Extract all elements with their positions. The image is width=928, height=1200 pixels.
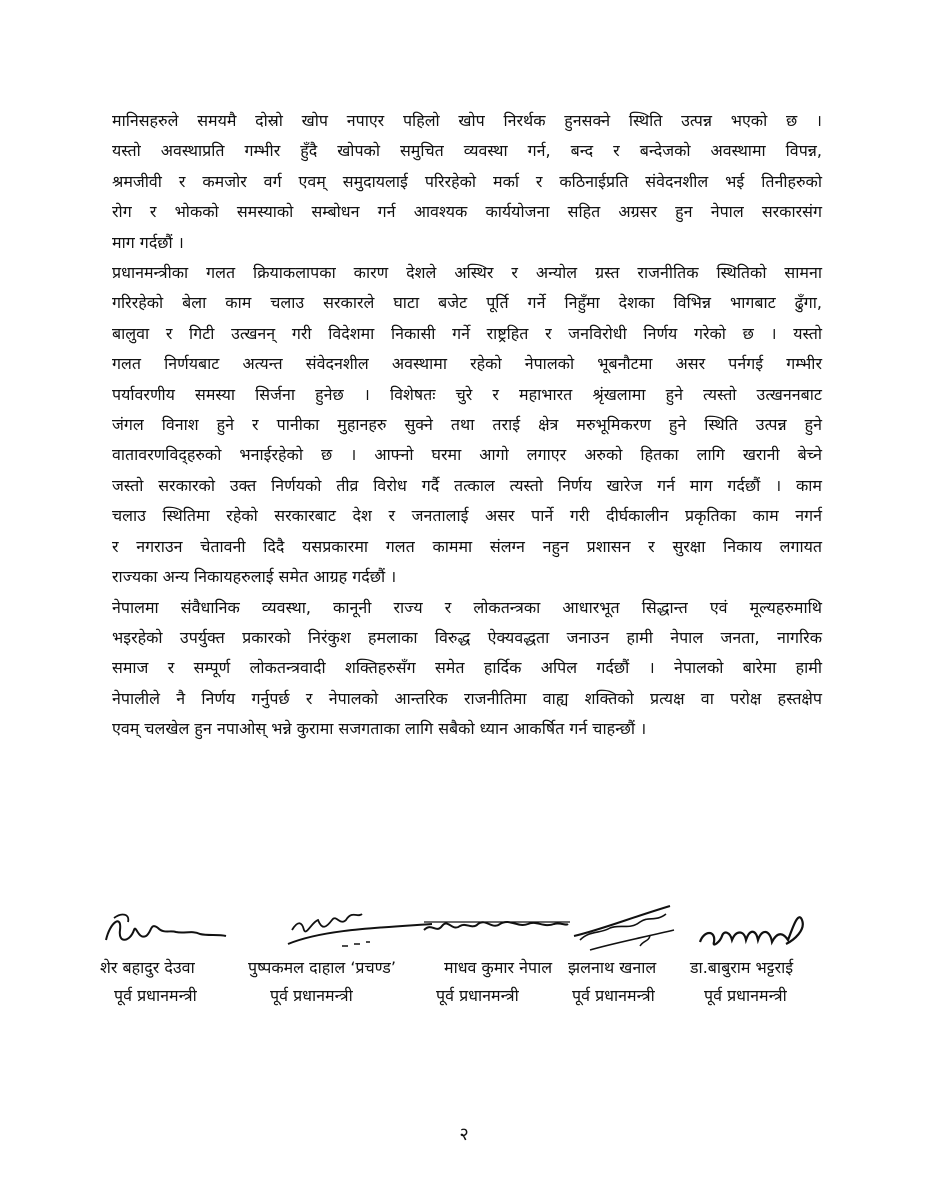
- text-line: र नगराउन चेतावनी दिदै यसप्रकारमा गलत काममा संलग्न नहुन प्रशासन र सुरक्षा निकाय लगायत: [112, 536, 822, 556]
- signatory-name: पुष्पकमल दाहाल ‘प्रचण्ड’: [248, 958, 396, 977]
- signatory-title: पूर्व प्रधानमन्त्री: [436, 986, 519, 1005]
- text-line: यस्तो अवस्थाप्रति गम्भीर हुँदै खोपको समुचित व्यवस्था गर्न, बन्द र बन्देजको अवस्थामा विपन्न,: [112, 141, 822, 161]
- signatory-name: डा.बाबुराम भट्टराई: [690, 958, 794, 977]
- paragraph-2: [112, 258, 822, 592]
- text-line: एवम् चलखेल हुन नपाओस् भन्ने कुरामा सजगताका लागि सबैको ध्यान आकर्षित गर्न चाहन्छौं ।: [112, 719, 647, 739]
- text-line: पर्यावरणीय समस्या सिर्जना हुनेछ । विशेषतः चुरे र महाभारत श्रृंखलामा हुने त्यस्तो उत्खननबाट: [112, 384, 822, 404]
- paragraph-1: [112, 106, 822, 258]
- handwritten-signature-icon: [570, 900, 680, 958]
- text-line: रोग र भोकको समस्याको सम्बोधन गर्न आवश्यक कार्ययोजना सहित अग्रसर हुन नेपाल सरकारसंग: [112, 202, 822, 222]
- letter-body: [112, 106, 822, 745]
- text-line: नेपालीले नै निर्णय गर्नुपर्छ र नेपालको आन्तरिक राजनीतिमा वाह्य शक्तिको प्रत्यक्ष वा परोक्ष हस्तक्षेप: [112, 688, 822, 708]
- page-number: २: [459, 1124, 469, 1145]
- text-line: चलाउ स्थितिमा रहेको सरकारबाट देश र जनतालाई असर पार्ने गरी दीर्घकालीन प्रकृतिका काम नगर्न: [112, 506, 822, 526]
- signatory-title: पूर्व प्रधानमन्त्री: [572, 986, 655, 1005]
- text-line: नेपालमा संवैधानिक व्यवस्था, कानूनी राज्य र लोकतन्त्रका आधारभूत सिद्धान्त एवं मूल्यहरुमाथि: [112, 597, 822, 617]
- text-line: वातावरणविद्हरुको भनाईरहेको छ । आफ्नो घरमा आगो लगाएर अरुको हितका लागि खरानी बेच्ने: [112, 445, 822, 465]
- text-line: जंगल विनाश हुने र पानीका मुहानहरु सुक्ने तथा तराई क्षेत्र मरुभूमिकरण हुने स्थिति उत्पन्न हुने: [112, 415, 822, 435]
- signatory-title: पूर्व प्रधानमन्त्री: [704, 986, 787, 1005]
- text-line: श्रमजीवी र कमजोर वर्ग एवम् समुदायलाई परिरहेको मर्का र कठिनाईप्रति संवेदनशील भई तिनीहरुको: [112, 171, 822, 191]
- handwritten-signature-icon: [282, 900, 442, 958]
- text-line: गलत निर्णयबाट अत्यन्त संवेदनशील अवस्थामा रहेको नेपालको भूबनौटमा असर पर्नगई गम्भीर: [112, 354, 822, 374]
- paragraph-3: [112, 593, 822, 745]
- text-line: बालुवा र गिटी उत्खनन् गरी विदेशमा निकासी गर्ने राष्ट्रहित र जनविरोधी निर्णय गरेको छ । यस्तो: [112, 323, 822, 343]
- text-line: भइरहेको उपर्युक्त प्रकारको निरंकुश हमलाका विरुद्ध ऐक्यवद्धता जनाउन हामी नेपाल जनता, नागरिक: [112, 627, 822, 647]
- signatory-name: माधव कुमार नेपाल: [444, 958, 553, 977]
- signature-block: [100, 900, 820, 1010]
- text-line: राज्यका अन्य निकायहरुलाई समेत आग्रह गर्दछौं ।: [112, 567, 397, 587]
- text-line: जस्तो सरकारको उक्त निर्णयको तीव्र विरोध गर्दै तत्काल त्यस्तो निर्णय खारेज गर्न माग गर्दछौं । काम: [112, 475, 822, 495]
- signatory-name: शेर बहादुर देउवा: [100, 958, 195, 977]
- text-line: प्रधानमन्त्रीका गलत क्रियाकलापका कारण देशले अस्थिर र अन्योल ग्रस्त राजनीतिक स्थितिको सामना: [112, 263, 822, 283]
- text-line: गरिरहेको बेला काम चलाउ सरकारले घाटा बजेट पूर्ति गर्ने निहुँमा देशका विभिन्न भागबाट ढुँगा,: [112, 293, 822, 313]
- handwritten-signature-icon: [694, 900, 814, 958]
- signatory-title: पूर्व प्रधानमन्त्री: [270, 986, 353, 1005]
- signatory-name: झलनाथ खनाल: [568, 958, 657, 977]
- signatory-title: पूर्व प्रधानमन्त्री: [114, 986, 197, 1005]
- handwritten-signature-icon: [100, 900, 230, 958]
- text-line: माग गर्दछौं ।: [112, 232, 184, 252]
- text-line: मानिसहरुले समयमै दोस्रो खोप नपाएर पहिलो खोप निरर्थक हुनसक्ने स्थिति उत्पन्न भएको छ ।: [112, 111, 822, 130]
- text-line: समाज र सम्पूर्ण लोकतन्त्रवादी शक्तिहरुसँग समेत हार्दिक अपिल गर्दछौं । नेपालको बारेमा हामी: [112, 658, 822, 678]
- handwritten-signature-icon: [420, 900, 570, 958]
